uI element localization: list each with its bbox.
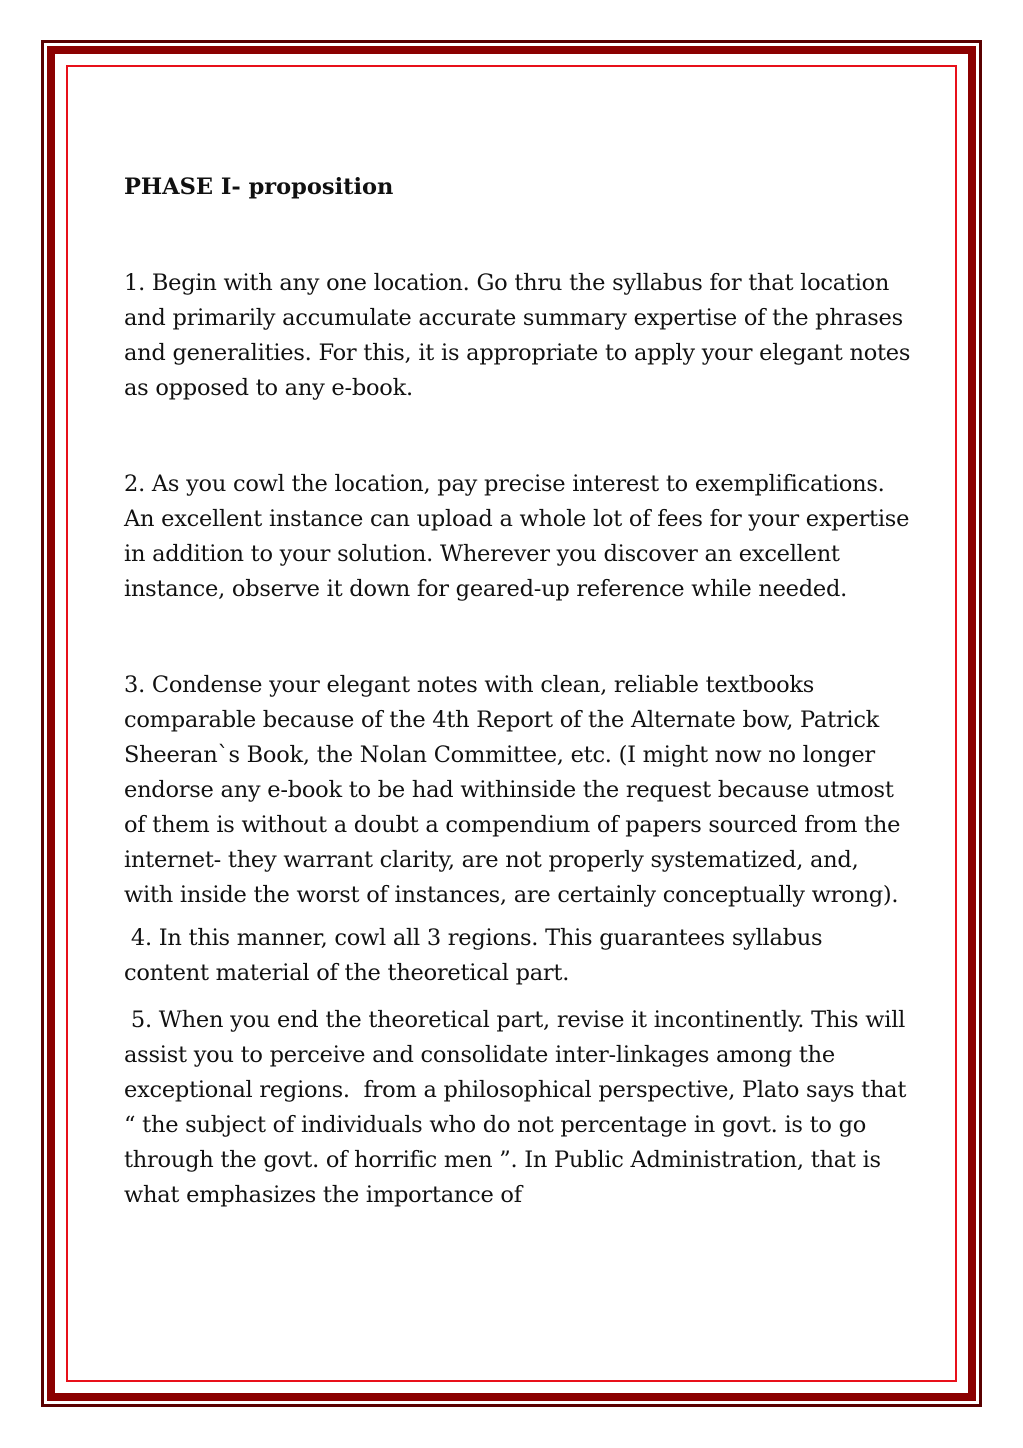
paragraph-4: 4. In this manner, cowl all 3 regions. This guarantees syllabus content material of the theoretical part. bbox=[124, 925, 830, 986]
paragraph-2: 2. As you cowl the location, pay precise interest to exemplifications. An excellent instance can upload a whole lot of fees for your expertise in addition to your solution. Wherever you discover an excellent instance, observe it down for geared-up reference while needed. bbox=[124, 471, 910, 602]
document-body bbox=[124, 170, 914, 1213]
section-heading: PHASE I- proposition bbox=[124, 174, 394, 200]
paragraph-5: 5. When you end the theoretical part, revise it incontinently. This will assist you to perceive and consolidate inter-linkages among the exceptional regions. from a philosophical perspective, Plato says that “ the subject of individuals who do not percentage in govt. is to go through the govt. of horrific men ”. In Public Administration, that is what emphasizes the importance of bbox=[124, 1007, 914, 1208]
paragraph-1: 1. Begin with any one location. Go thru the syllabus for that location and primarily accumulate accurate summary expertise of the phrases and generalities. For this, it is appropriate to apply your elegant notes as opposed to any e-book. bbox=[124, 270, 911, 401]
paragraph-3: 3. Condense your elegant notes with clean, reliable textbooks comparable because of the 4th Report of the Alternate bow, Patrick Sheeran`s Book, the Nolan Committee, etc. (I might now no longer endorse any e-book to be had withinside the request because utmost of them is without a doubt a compendium of papers sourced from the internet- they warrant clarity, are not properly systematized, and, with inside the worst of instances, are certainly conceptually wrong). bbox=[124, 672, 901, 908]
